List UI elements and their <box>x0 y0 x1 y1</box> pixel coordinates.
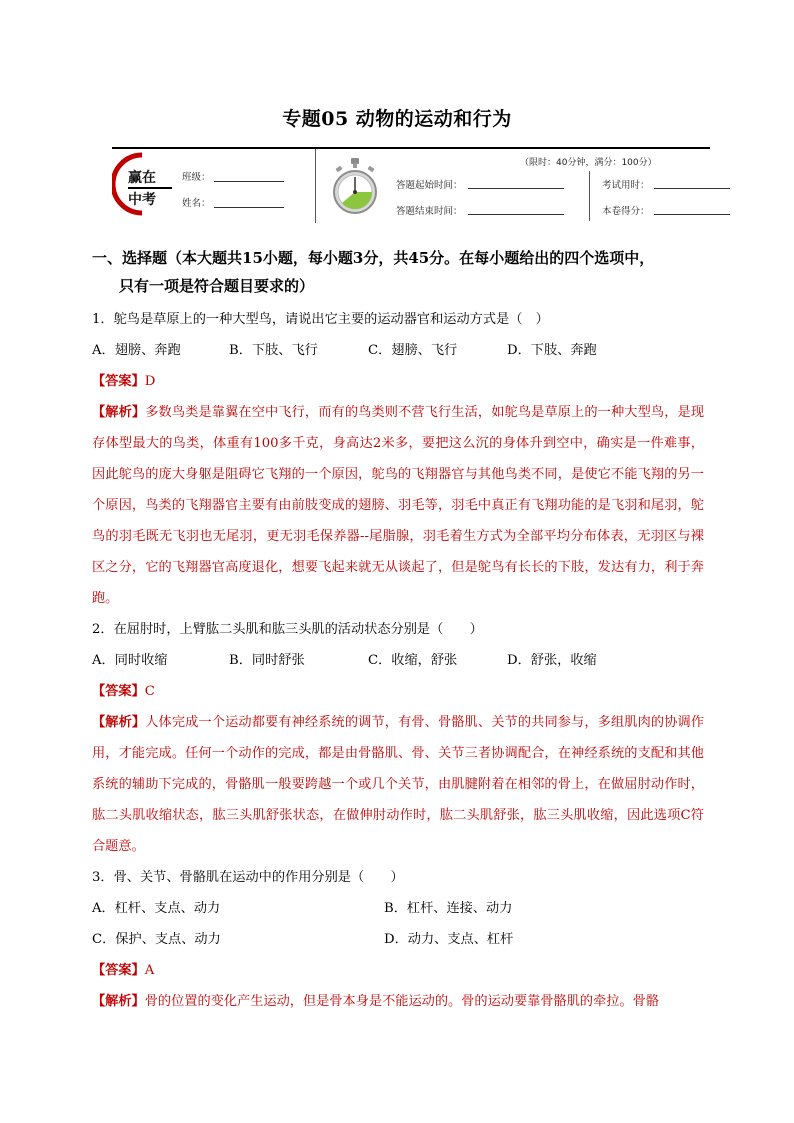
question-2-stem: 2．在屈肘时，上臂肱二头肌和肱三头肌的活动状态分别是（ ） <box>92 622 483 637</box>
logo-text-top: 赢在 <box>128 170 156 186</box>
header-top-rule <box>112 147 710 149</box>
name-field[interactable] <box>214 207 284 208</box>
end-time-label: 答题结束时间： <box>396 206 463 217</box>
stopwatch-icon <box>332 157 378 217</box>
option-b: B．杠杆、连接、动力 <box>384 901 513 916</box>
option-c: C．翅膀、飞行 <box>368 343 458 358</box>
answer-value: A <box>144 963 155 978</box>
option-d: D．舒张，收缩 <box>507 653 597 668</box>
explanation-text: 骨的位置的变化产生运动，但是骨本身是不能运动的。骨的运动要靠骨骼肌的牵拉。骨骼 <box>144 994 660 1009</box>
class-field[interactable] <box>214 181 284 182</box>
header-divider <box>315 149 316 223</box>
answer-label: 【答案】 <box>92 374 145 389</box>
explanation-label: 【解析】 <box>92 405 146 420</box>
option-c: C．收缩，舒张 <box>368 653 458 668</box>
option-c: C．保护、支点、动力 <box>92 932 221 947</box>
option-a: A．杠杆、支点、动力 <box>92 901 221 916</box>
section-heading <box>92 244 704 300</box>
explanation-label: 【解析】 <box>92 994 145 1009</box>
option-a: A．翅膀、奔跑 <box>92 343 181 358</box>
question-3-explanation <box>92 986 704 1017</box>
question-1-explanation <box>92 397 704 614</box>
question-1-options <box>92 335 704 366</box>
exam-header-band <box>112 147 710 223</box>
question-3-stem: 3．骨、关节、骨骼肌在运动中的作用分别是（ ） <box>92 870 404 885</box>
explanation-text: 多数鸟类是靠翼在空中飞行，而有的鸟类则不营飞行生活，如鸵鸟是草原上的一种大型鸟，是现存体型最大的鸟类，体重有100多千克，身高达2米多，要把这么沉的身体升到空中，确实是一件难事，因此鸵鸟的庞大身躯是阻碍它飞翔的一个原因，鸵鸟的飞翔器官与其他鸟类不同，是使它不能飞翔的另一个原因，鸟类的飞翔器官主要有由前肢变成的翅膀、羽毛等，羽毛中真正有飞翔功能的是飞羽和尾羽，鸵鸟的羽毛既无飞羽也无尾羽，更无羽毛保养器--尾脂腺，羽毛着生方式为全部平均分布体表，无羽区与裸区之分，它的飞翔器官高度退化，想要飞起来就无从谈起了，但是鸵鸟有长长的下肢，发达有力，利于奔跑。 <box>92 405 705 606</box>
question-1-stem: 1．鸵鸟是草原上的一种大型鸟，请说出它主要的运动器官和运动方式是（ ） <box>92 312 549 327</box>
answer-label: 【答案】 <box>92 684 145 699</box>
question-1-answer <box>92 366 704 397</box>
answer-label: 【答案】 <box>92 963 145 978</box>
exam-content <box>92 244 704 1017</box>
start-time-field[interactable] <box>468 188 564 189</box>
end-time-field[interactable] <box>468 214 564 215</box>
name-label: 姓名： <box>182 198 211 209</box>
answer-value: D <box>144 374 156 389</box>
class-label: 班级： <box>182 172 211 183</box>
option-b: B．下肢、飞行 <box>229 343 318 358</box>
question-2-explanation <box>92 707 704 862</box>
section-heading-line1: 一、选择题（本大题共15小题，每小题3分，共45分。在每小题给出的四个选项中， <box>92 249 655 267</box>
answer-value: C <box>144 684 155 699</box>
start-time-label: 答题起始时间： <box>396 180 463 191</box>
section-heading-line2: 只有一项是符合题目要求的） <box>119 277 315 295</box>
option-d: D．下肢、奔跑 <box>507 343 597 358</box>
page-title: 专题05 动物的运动和行为 <box>282 108 512 130</box>
explanation-label: 【解析】 <box>92 715 146 730</box>
question-3-options <box>92 893 704 955</box>
score-field[interactable] <box>654 214 730 215</box>
option-d: D．动力、支点、杠杆 <box>384 932 514 947</box>
question-2-answer <box>92 676 704 707</box>
question-2-options <box>92 645 704 676</box>
score-label: 本卷得分： <box>602 206 650 217</box>
option-a: A．同时收缩 <box>92 653 168 668</box>
logo-text-bottom: 中考 <box>128 192 156 208</box>
header-divider-right <box>589 171 590 221</box>
time-used-field[interactable] <box>654 188 730 189</box>
question-3-answer <box>92 955 704 986</box>
explanation-text: 人体完成一个运动都要有神经系统的调节，有骨、骨骼肌、关节的共同参与，多组肌肉的协调作用，才能完成。任何一个动作的完成，都是由骨骼肌、骨、关节三者协调配合，在神经系统的支配和其他系统的辅助下完成的，骨骼肌一般要跨越一个或几个关节，由肌腱附着在相邻的骨上，在做屈肘动作时，肱二头肌收缩状态，肱三头肌舒张状态，在做伸肘动作时，肱二头肌舒张，肱三头肌收缩，因此选项C符合题意。 <box>92 715 705 854</box>
time-used-label: 考试用时： <box>602 180 650 191</box>
time-limit-note: （限时：40分钟，满分：100分） <box>520 158 657 168</box>
option-b: B．同时舒张 <box>229 653 305 668</box>
